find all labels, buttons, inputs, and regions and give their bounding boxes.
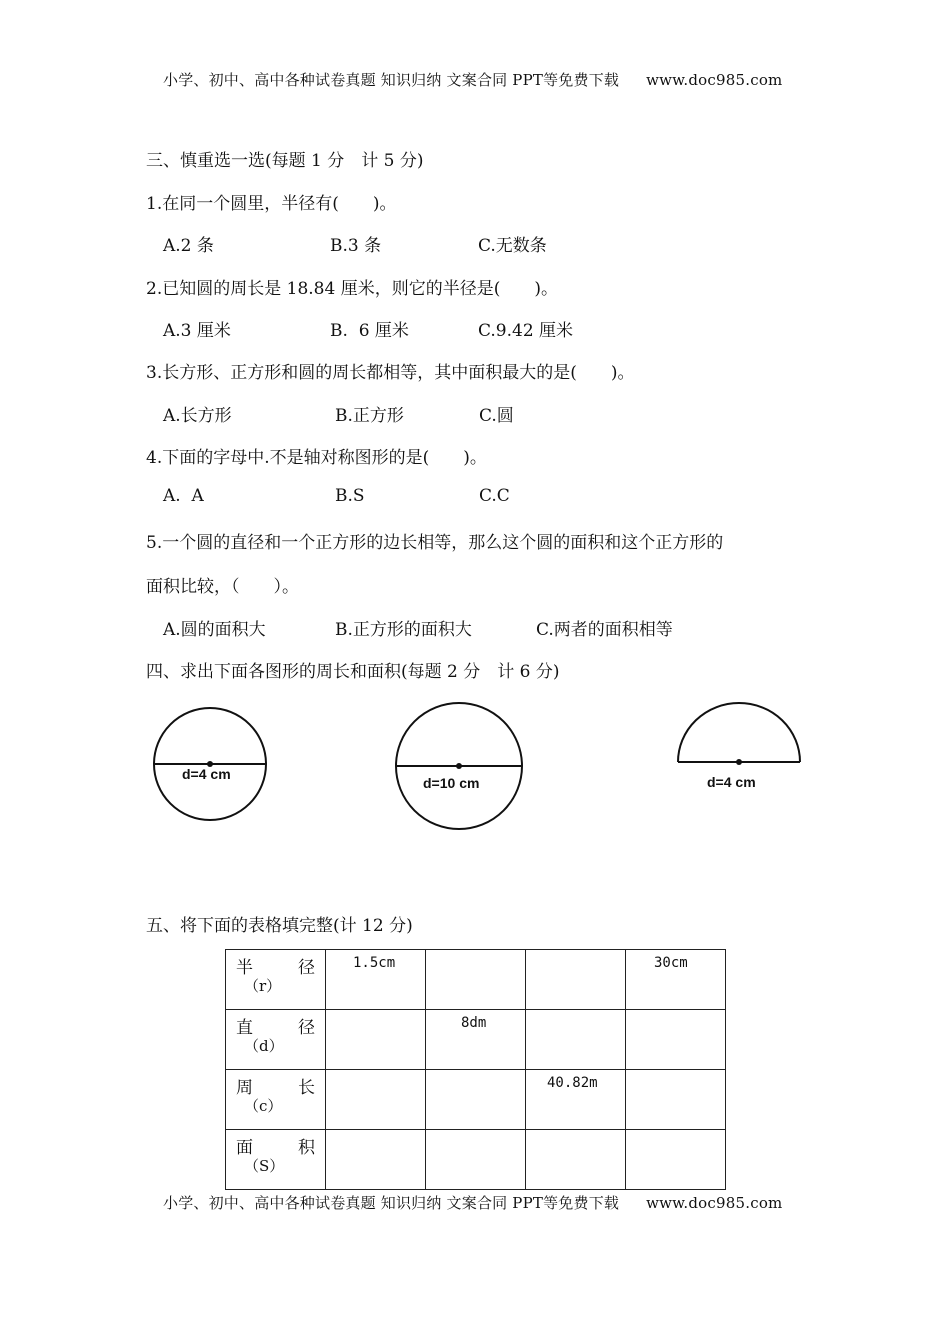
label-char: 半: [236, 958, 253, 978]
label-char: 径: [298, 1018, 315, 1038]
label-symbol: （d）: [244, 1037, 284, 1055]
label-char: 径: [298, 958, 315, 978]
table-row-radius: [226, 950, 726, 1010]
table-row-area: [226, 1130, 726, 1190]
table-cell[interactable]: [426, 1010, 526, 1070]
table-cell[interactable]: [326, 1010, 426, 1070]
q4-option-b: B.S: [335, 486, 365, 506]
q4-option-a: A. A: [163, 486, 204, 506]
label-symbol: （c）: [244, 1097, 283, 1115]
q1-option-c: C.无数条: [478, 236, 547, 256]
table-cell[interactable]: [526, 1010, 626, 1070]
cell-value: 8dm: [461, 1015, 487, 1031]
cell-value: 1.5cm: [353, 955, 396, 971]
section-4-title: 四、求出下面各图形的周长和面积(每题 2 分 计 6 分): [146, 662, 560, 682]
question-1: 1.在同一个圆里，半径有( )。: [146, 194, 397, 214]
question-3: 3.长方形、正方形和圆的周长都相等，其中面积最大的是( )。: [146, 363, 635, 383]
figure-semicircle: [678, 703, 800, 765]
question-2: 2.已知圆的周长是 18.84 厘米，则它的半径是( )。: [146, 279, 558, 299]
q1-option-a: A.2 条: [163, 236, 214, 256]
label-char: 积: [298, 1138, 315, 1158]
q3-option-b: B.正方形: [335, 406, 404, 426]
table-cell[interactable]: [526, 1070, 626, 1130]
section-3-title: 三、慎重选一选(每题 1 分 计 5 分): [146, 151, 424, 171]
table-cell[interactable]: [326, 1070, 426, 1130]
q1-option-b: B.3 条: [330, 236, 382, 256]
row-label-diameter: [226, 1010, 326, 1070]
figures-area: [140, 690, 840, 850]
row-label-circumference: [226, 1070, 326, 1130]
label-char: 长: [298, 1078, 315, 1098]
q2-option-a: A.3 厘米: [163, 321, 231, 341]
q4-option-c: C.C: [479, 486, 510, 506]
table-cell[interactable]: [326, 1130, 426, 1190]
figure-2-label: d=10 cm: [423, 775, 480, 791]
footer-text: 小学、初中、高中各种试卷真题 知识归纳 文案合同 PPT等免费下载: [163, 1194, 620, 1212]
table-cell[interactable]: [626, 950, 726, 1010]
q3-option-a: A.长方形: [163, 406, 232, 426]
q5-option-b: B.正方形的面积大: [335, 620, 472, 640]
fill-in-table: [225, 949, 726, 1190]
table-cell[interactable]: [526, 950, 626, 1010]
q5-option-c: C.两者的面积相等: [536, 620, 673, 640]
figure-1-label: d=4 cm: [182, 766, 231, 782]
table-row-diameter: [226, 1010, 726, 1070]
table-cell[interactable]: [426, 1070, 526, 1130]
footer-site: www.doc985.com: [646, 1194, 783, 1212]
figure-circle-1: [154, 708, 266, 820]
table-cell[interactable]: [426, 1130, 526, 1190]
q2-option-b: B. 6 厘米: [330, 321, 409, 341]
table-cell[interactable]: [326, 950, 426, 1010]
table-cell[interactable]: [626, 1130, 726, 1190]
section-5-title: 五、将下面的表格填完整(计 12 分): [146, 916, 413, 936]
figure-circle-2: [396, 703, 522, 829]
row-label-area: [226, 1130, 326, 1190]
q5-option-a: A.圆的面积大: [163, 620, 266, 640]
label-char: 直: [236, 1018, 253, 1038]
table-cell[interactable]: [626, 1010, 726, 1070]
row-label-radius: [226, 950, 326, 1010]
page-header: [163, 69, 782, 90]
q2-option-c: C.9.42 厘米: [478, 321, 574, 341]
question-4: 4.下面的字母中.不是轴对称图形的是( )。: [146, 448, 487, 468]
table-cell[interactable]: [526, 1130, 626, 1190]
label-symbol: （S）: [244, 1157, 285, 1175]
label-char: 周: [236, 1078, 253, 1098]
cell-value: 40.82m: [547, 1075, 598, 1091]
question-5: 5.一个圆的直径和一个正方形的边长相等，那么这个圆的面积和这个正方形的: [146, 533, 724, 553]
table-row-circumference: [226, 1070, 726, 1130]
cell-value: 30cm: [654, 955, 688, 971]
q3-option-c: C.圆: [479, 406, 514, 426]
header-text: 小学、初中、高中各种试卷真题 知识归纳 文案合同 PPT等免费下载: [163, 71, 620, 89]
label-symbol: （r）: [244, 977, 282, 995]
header-site: www.doc985.com: [646, 71, 783, 89]
figure-3-label: d=4 cm: [707, 774, 756, 790]
table-cell[interactable]: [426, 950, 526, 1010]
question-5-line-2: 面积比较，（ ）。: [146, 577, 299, 597]
page-footer: [163, 1192, 782, 1213]
label-char: 面: [236, 1138, 253, 1158]
table-cell[interactable]: [626, 1070, 726, 1130]
